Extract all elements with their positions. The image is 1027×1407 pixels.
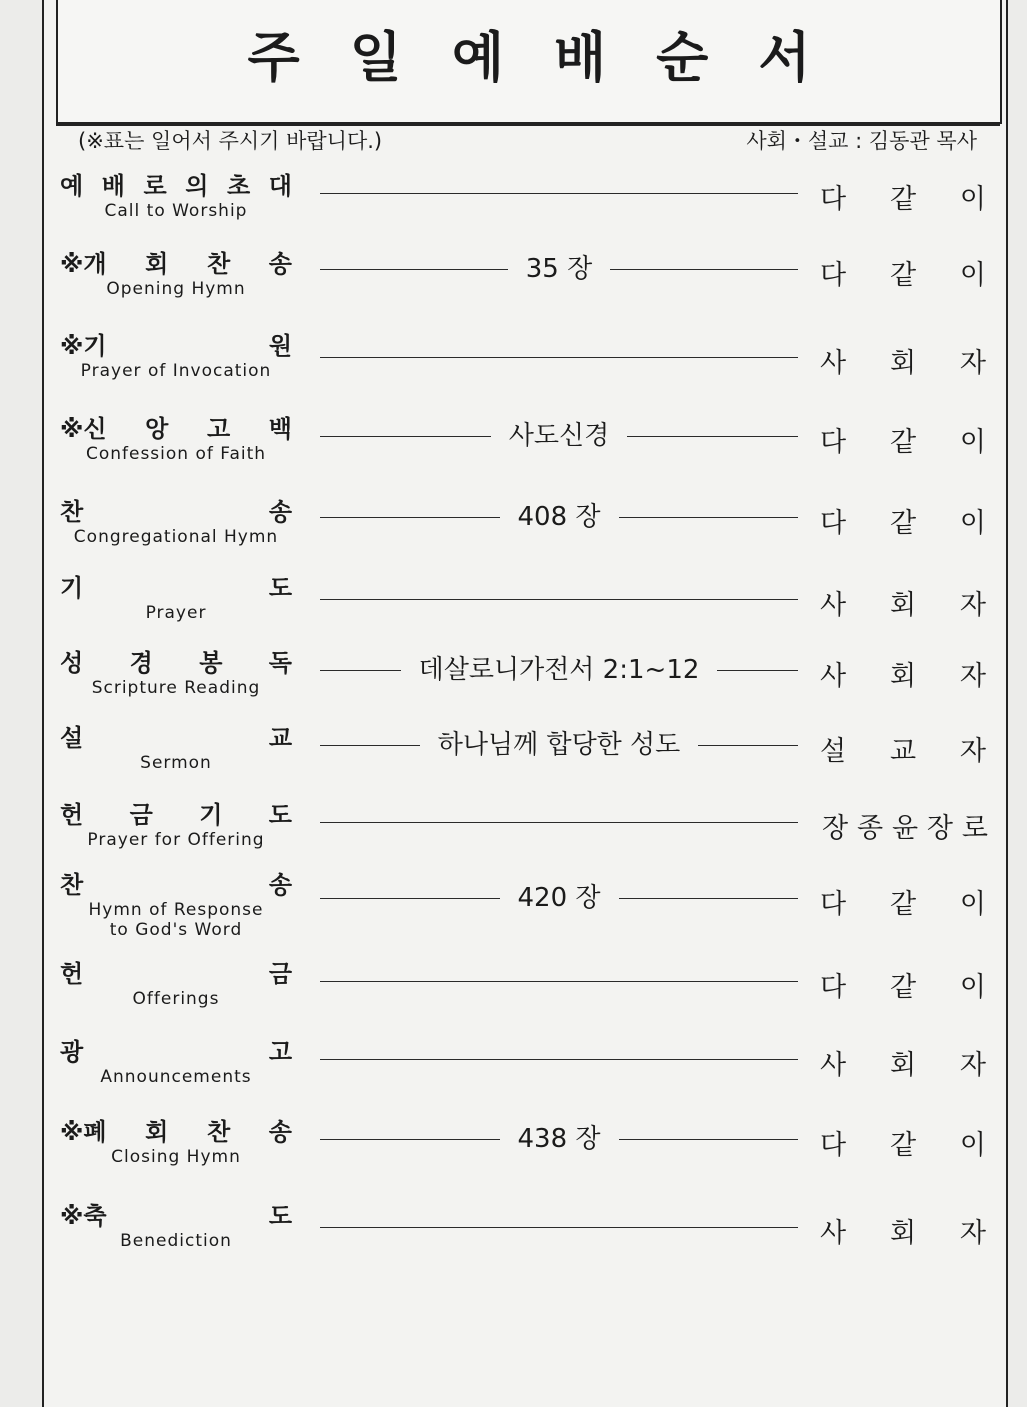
title-char: 예 — [60, 172, 84, 200]
leader-char: 다 — [820, 972, 847, 1003]
item-english-title: Prayer — [145, 603, 207, 623]
leader-char: 종 — [856, 813, 884, 844]
leader-char: 사 — [820, 348, 847, 379]
leader-char: 같 — [889, 184, 917, 215]
title-char: ※신 — [60, 415, 107, 443]
rule-segment — [320, 898, 500, 899]
rule-segment — [320, 1139, 500, 1140]
rule-segment — [320, 1059, 798, 1060]
title-char: 광 — [60, 1038, 84, 1066]
leader-char: 회 — [889, 348, 917, 379]
leader-char: 자 — [959, 661, 986, 692]
title-char: 초 — [227, 172, 251, 200]
item-leader — [820, 1050, 986, 1082]
item-detail: 사도신경 — [508, 421, 610, 451]
worship-item — [0, 799, 1027, 869]
title-char: 송 — [268, 498, 292, 526]
worship-item — [0, 170, 1027, 240]
leader-char: 이 — [959, 260, 986, 291]
item-leader — [820, 889, 986, 921]
title-char: 헌 — [60, 960, 84, 988]
leader-line — [320, 342, 798, 372]
item-detail: 408 장 — [517, 502, 601, 532]
leader-line — [320, 178, 798, 208]
title-char: 헌 — [60, 801, 84, 829]
item-detail: 데살로니가전서 2:1~12 — [418, 655, 700, 685]
leader-char: 다 — [820, 889, 847, 920]
rule-segment — [320, 193, 798, 194]
title-char: 교 — [268, 724, 292, 752]
title-char: 금 — [268, 960, 292, 988]
leader-char: 자 — [959, 1218, 986, 1249]
leader-char: 장 — [926, 813, 953, 844]
title-char: 기 — [199, 801, 223, 829]
leader-char: 자 — [959, 348, 986, 379]
page-title: 주일예배순서 — [247, 26, 861, 89]
item-english-title: Congregational Hymn — [73, 527, 279, 547]
worship-item — [0, 413, 1027, 483]
leader-line — [320, 730, 798, 760]
title-divider — [56, 124, 1000, 126]
item-english-title: Opening Hymn — [106, 279, 246, 299]
leader-char: 회 — [889, 1218, 917, 1249]
item-english-title: Closing Hymn — [111, 1147, 241, 1167]
rule-segment — [320, 745, 420, 746]
worship-item — [0, 958, 1027, 1028]
item-korean-title — [60, 869, 292, 901]
leader-line — [320, 254, 798, 284]
title-char: ※기 — [60, 332, 107, 360]
title-char: 원 — [268, 332, 292, 360]
item-korean-title — [60, 958, 292, 990]
leader-char: 자 — [959, 736, 986, 767]
title-char: ※폐 — [60, 1118, 107, 1146]
title-char: 회 — [145, 1118, 169, 1146]
leader-line — [320, 1212, 798, 1242]
leader-char: 이 — [959, 184, 986, 215]
title-char: 독 — [268, 649, 292, 677]
item-leader — [820, 1130, 986, 1162]
rule-segment — [320, 981, 798, 982]
title-char: 의 — [185, 172, 209, 200]
title-box — [56, 0, 1002, 124]
worship-item — [0, 722, 1027, 792]
rule-segment — [619, 517, 799, 518]
leader-char: 교 — [889, 736, 917, 767]
leader-char: 같 — [889, 972, 917, 1003]
leader-char: 회 — [889, 590, 917, 621]
leader-char: 이 — [959, 427, 986, 458]
leader-char: 다 — [820, 427, 847, 458]
item-english-title: Sermon — [140, 753, 212, 773]
leader-char: 사 — [820, 1218, 847, 1249]
rule-segment — [320, 357, 798, 358]
leader-char: 장 — [822, 813, 849, 844]
item-english-title: Announcements — [100, 1067, 252, 1087]
leader-char: 이 — [959, 889, 986, 920]
item-leader — [820, 427, 986, 459]
item-english-title: Benediction — [120, 1231, 232, 1251]
worship-item — [0, 248, 1027, 318]
worship-item — [0, 647, 1027, 717]
title-char: 경 — [129, 649, 153, 677]
worship-item — [0, 330, 1027, 400]
leader-char: 같 — [889, 508, 917, 539]
item-english-title: Prayer of Invocation — [80, 361, 272, 381]
leader-char: 이 — [959, 508, 986, 539]
leader-char: 같 — [889, 1130, 917, 1161]
title-char: 설 — [60, 724, 84, 752]
item-leader — [820, 972, 986, 1004]
title-char: 로 — [143, 172, 167, 200]
item-english-title: Call to Worship — [104, 201, 248, 221]
title-char: 송 — [268, 1118, 292, 1146]
title-char: 송 — [268, 871, 292, 899]
title-char: 도 — [268, 1202, 292, 1230]
title-char: 앙 — [145, 415, 169, 443]
standing-note: (※표는 일어서 주시기 바랍니다.) — [78, 129, 383, 153]
worship-item — [0, 1036, 1027, 1106]
rule-segment — [619, 898, 799, 899]
rule-segment — [320, 822, 798, 823]
leader-line — [320, 584, 798, 614]
leader-char: 이 — [959, 1130, 986, 1161]
leader-char: 같 — [889, 427, 917, 458]
leader-char: 자 — [959, 590, 986, 621]
item-detail: 35 장 — [525, 254, 593, 284]
item-korean-title — [60, 799, 292, 831]
title-char: 찬 — [206, 1118, 231, 1146]
leader-char: 다 — [820, 260, 847, 291]
leader-line — [320, 966, 798, 996]
item-korean-title — [60, 496, 292, 528]
item-english-title: Confession of Faith — [85, 444, 267, 464]
rule-segment — [320, 517, 500, 518]
leader-line — [320, 1044, 798, 1074]
worship-item — [0, 1116, 1027, 1186]
title-char: 고 — [206, 415, 231, 443]
title-char: 도 — [268, 801, 292, 829]
leader-line — [320, 1124, 798, 1154]
item-korean-title — [60, 413, 292, 445]
item-korean-title — [60, 1036, 292, 1068]
rule-segment — [610, 269, 798, 270]
title-char: ※축 — [60, 1202, 107, 1230]
title-char: 기 — [60, 574, 84, 602]
item-korean-title — [60, 330, 292, 362]
item-korean-title — [60, 647, 292, 679]
leader-char: 회 — [889, 1050, 917, 1081]
item-english-title: Offerings — [132, 989, 220, 1009]
rule-segment — [627, 436, 798, 437]
item-leader — [820, 590, 986, 622]
leader-char: 윤 — [891, 813, 919, 844]
title-char: 찬 — [60, 871, 84, 899]
item-detail: 420 장 — [517, 883, 601, 913]
rule-segment — [320, 670, 401, 671]
leader-line — [320, 883, 798, 913]
title-char: 금 — [129, 801, 153, 829]
item-korean-title — [60, 572, 292, 604]
title-char: 백 — [268, 415, 292, 443]
title-char: 찬 — [206, 250, 231, 278]
rule-segment — [320, 599, 798, 600]
rule-segment — [619, 1139, 799, 1140]
item-korean-title — [60, 248, 292, 280]
title-char: 배 — [101, 172, 125, 200]
title-char: 도 — [268, 574, 292, 602]
leader-line — [320, 807, 798, 837]
rule-segment — [320, 1227, 798, 1228]
rule-segment — [698, 745, 798, 746]
title-char: 봉 — [199, 649, 223, 677]
leader-char: 자 — [959, 1050, 986, 1081]
leader-line — [320, 655, 798, 685]
officiant-label: 사회・설교 : 김동관 목사 — [746, 129, 977, 153]
item-korean-title — [60, 1116, 292, 1148]
item-leader — [820, 260, 986, 292]
title-char: 성 — [60, 649, 84, 677]
leader-char: 같 — [889, 889, 917, 920]
item-english-title-line2: to God's Word — [109, 920, 243, 940]
item-leader — [822, 813, 988, 845]
rule-segment — [320, 269, 508, 270]
item-korean-title — [60, 1200, 292, 1232]
item-english-title: Prayer for Offering — [87, 830, 265, 850]
leader-line — [320, 421, 798, 451]
leader-char: 로 — [961, 813, 988, 844]
item-leader — [820, 348, 986, 380]
item-detail: 438 장 — [517, 1124, 601, 1154]
item-english-title: Scripture Reading — [91, 678, 261, 698]
leader-line — [320, 502, 798, 532]
leader-char: 다 — [820, 1130, 847, 1161]
leader-char: 설 — [820, 736, 847, 767]
rule-segment — [320, 436, 491, 437]
item-leader — [820, 661, 986, 693]
title-char: 회 — [145, 250, 169, 278]
title-char: 송 — [268, 250, 292, 278]
leader-char: 이 — [959, 972, 986, 1003]
leader-char: 사 — [820, 661, 847, 692]
item-leader — [820, 184, 986, 216]
worship-item — [0, 572, 1027, 642]
leader-char: 다 — [820, 508, 847, 539]
rule-segment — [717, 670, 798, 671]
item-leader — [820, 736, 986, 768]
item-korean-title — [60, 170, 292, 202]
title-char: 대 — [268, 172, 292, 200]
worship-item — [0, 869, 1027, 939]
item-leader — [820, 508, 986, 540]
item-leader — [820, 1218, 986, 1250]
leader-char: 사 — [820, 1050, 847, 1081]
worship-item — [0, 496, 1027, 566]
leader-char: 같 — [889, 260, 917, 291]
item-korean-title — [60, 722, 292, 754]
item-detail: 하나님께 합당한 성도 — [437, 730, 681, 760]
item-english-title: Hymn of Response — [88, 900, 264, 920]
title-char: 찬 — [60, 498, 84, 526]
title-char: 고 — [268, 1038, 292, 1066]
title-char: ※개 — [60, 250, 107, 278]
leader-char: 사 — [820, 590, 847, 621]
leader-char: 다 — [820, 184, 847, 215]
worship-item — [0, 1200, 1027, 1270]
leader-char: 회 — [889, 661, 917, 692]
